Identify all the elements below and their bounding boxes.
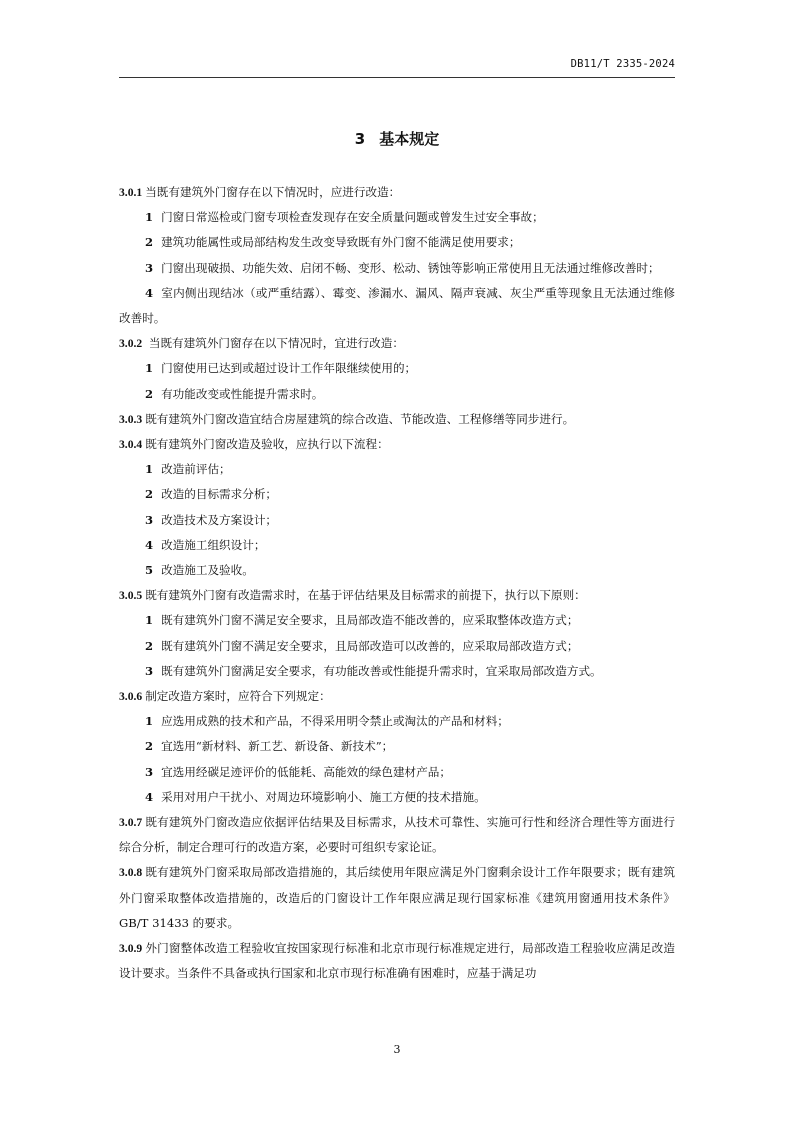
item-number: 1	[145, 361, 154, 376]
list-item	[119, 281, 675, 331]
item-number: 2	[145, 487, 154, 502]
clause-text: 既有建筑外门窗采取局部改造措施的，其后续使用年限应满足外门窗剩余设计工作年限要求；既有建筑外门窗采取整体改造措施的，改造后的门窗设计工作年限应满足现行国家标准《建筑用窗通用技术条件》GB/T 31433 的要求。	[119, 865, 675, 930]
clause-paragraph	[119, 407, 675, 432]
item-number: 2	[145, 386, 154, 401]
list-item	[119, 608, 675, 633]
list-item	[119, 709, 675, 734]
clause-paragraph	[119, 331, 675, 356]
item-text: 既有建筑外门窗不满足安全要求，且局部改造可以改善的，应采取局部改造方式；	[161, 638, 579, 653]
clause-paragraph	[119, 583, 675, 608]
item-text: 采用对用户干扰小、对周边环境影响小、施工方便的技术措施。	[161, 789, 486, 804]
clause-text: 当既有建筑外门窗存在以下情况时，应进行改造：	[145, 185, 401, 199]
list-item	[119, 533, 675, 558]
clause-number: 3.0.2	[119, 337, 143, 351]
list-item	[119, 785, 675, 810]
item-number: 3	[145, 260, 154, 275]
clause-number: 3.0.5	[119, 589, 143, 603]
item-text: 既有建筑外门窗不满足安全要求，且局部改造不能改善的，应采取整体改造方式；	[161, 613, 579, 628]
item-number: 4	[145, 789, 154, 804]
clause-number: 3.0.4	[119, 438, 143, 452]
item-text: 门窗出现破损、功能失效、启闭不畅、变形、松动、锈蚀等影响正常使用且无法通过维修改善时；	[161, 260, 660, 275]
list-item	[119, 760, 675, 785]
item-text: 有功能改变或性能提升需求时。	[161, 386, 324, 401]
item-number: 1	[145, 210, 154, 225]
clause-paragraph	[119, 684, 675, 709]
clause-number: 3.0.7	[119, 816, 143, 830]
chapter-title: 基本规定	[379, 130, 440, 148]
clause-text: 既有建筑外门窗改造宜结合房屋建筑的综合改造、节能改造、工程修缮等同步进行。	[145, 411, 575, 426]
item-text: 改造的目标需求分析；	[161, 487, 278, 502]
item-number: 3	[145, 764, 154, 779]
item-text: 改造施工组织设计；	[161, 537, 266, 552]
clause-number: 3.0.6	[119, 690, 143, 704]
list-item	[119, 205, 675, 230]
list-item	[119, 508, 675, 533]
clause-paragraph	[119, 936, 675, 986]
clause-text: 当既有建筑外门窗存在以下情况时，宜进行改造：	[145, 336, 404, 351]
list-item	[119, 382, 675, 407]
item-number: 3	[145, 663, 154, 678]
clause-number: 3.0.3	[119, 412, 143, 426]
document-code: DB11/T 2335-2024	[570, 58, 675, 70]
chapter-heading	[0, 128, 794, 149]
item-number: 2	[145, 739, 154, 754]
item-text: 改造施工及验收。	[161, 563, 254, 578]
item-number: 3	[145, 512, 154, 527]
clause-paragraph	[119, 432, 675, 457]
item-number: 2	[145, 638, 154, 653]
item-text: 门窗使用已达到或超过设计工作年限继续使用的；	[161, 361, 417, 376]
list-item	[119, 230, 675, 255]
clause-paragraph	[119, 180, 675, 205]
item-number: 4	[145, 537, 154, 552]
item-text: 门窗日常巡检或门窗专项检查发现存在安全质量问题或曾发生过安全事故；	[161, 210, 544, 225]
clause-text: 既有建筑外门窗改造及验收，应执行以下流程：	[145, 437, 389, 452]
body-text	[119, 180, 675, 987]
item-number: 4	[145, 285, 154, 300]
item-text: 改造技术及方案设计；	[161, 512, 278, 527]
clause-text: 既有建筑外门窗有改造需求时，在基于评估结果及目标需求的前提下，执行以下原则：	[145, 588, 586, 603]
list-item	[119, 457, 675, 482]
item-text: 室内侧出现结冰（或严重结露）、霉变、渗漏水、漏风、隔声衰减、灰尘严重等现象且无法通过维修改善时。	[119, 285, 675, 326]
item-text: 宜选用“新材料、新工艺、新设备、新技术”；	[161, 739, 394, 754]
item-number: 5	[145, 563, 154, 578]
item-number: 1	[145, 613, 154, 628]
item-number: 1	[145, 462, 154, 477]
list-item	[119, 734, 675, 759]
clause-number: 3.0.1	[119, 186, 143, 199]
clause-text: 外门窗整体改造工程验收宜按国家现行标准和北京市现行标准规定进行，局部改造工程验收应满足改造设计要求。当条件不具备或执行国家和北京市现行标准确有困难时，应基于满足功	[119, 941, 675, 981]
list-item	[119, 558, 675, 583]
page-number: 3	[393, 1043, 401, 1056]
item-number: 2	[145, 235, 154, 250]
chapter-number: 3	[354, 130, 366, 148]
clause-paragraph	[119, 810, 675, 860]
clause-number: 3.0.8	[119, 866, 143, 880]
item-number: 1	[145, 714, 154, 729]
list-item	[119, 659, 675, 684]
item-text: 既有建筑外门窗满足安全要求，有功能改善或性能提升需求时，宜采取局部改造方式。	[161, 663, 602, 678]
list-item	[119, 356, 675, 381]
item-text: 改造前评估；	[161, 462, 231, 477]
clause-number: 3.0.9	[119, 942, 143, 956]
header-divider	[119, 77, 675, 78]
item-text: 应选用成熟的技术和产品，不得采用明令禁止或淘汰的产品和材料；	[161, 714, 509, 729]
clause-text: 制定改造方案时，应符合下列规定：	[145, 689, 331, 704]
item-text: 建筑功能属性或局部结构发生改变导致既有外门窗不能满足使用要求；	[161, 235, 521, 250]
list-item	[119, 634, 675, 659]
list-item	[119, 482, 675, 507]
item-text: 宜选用经碳足迹评价的低能耗、高能效的绿色建材产品；	[161, 764, 451, 779]
clause-text: 既有建筑外门窗改造应依据评估结果及目标需求，从技术可靠性、实施可行性和经济合理性等方面进行综合分析，制定合理可行的改造方案，必要时可组织专家论证。	[119, 815, 675, 855]
list-item	[119, 256, 675, 281]
clause-paragraph	[119, 860, 675, 936]
